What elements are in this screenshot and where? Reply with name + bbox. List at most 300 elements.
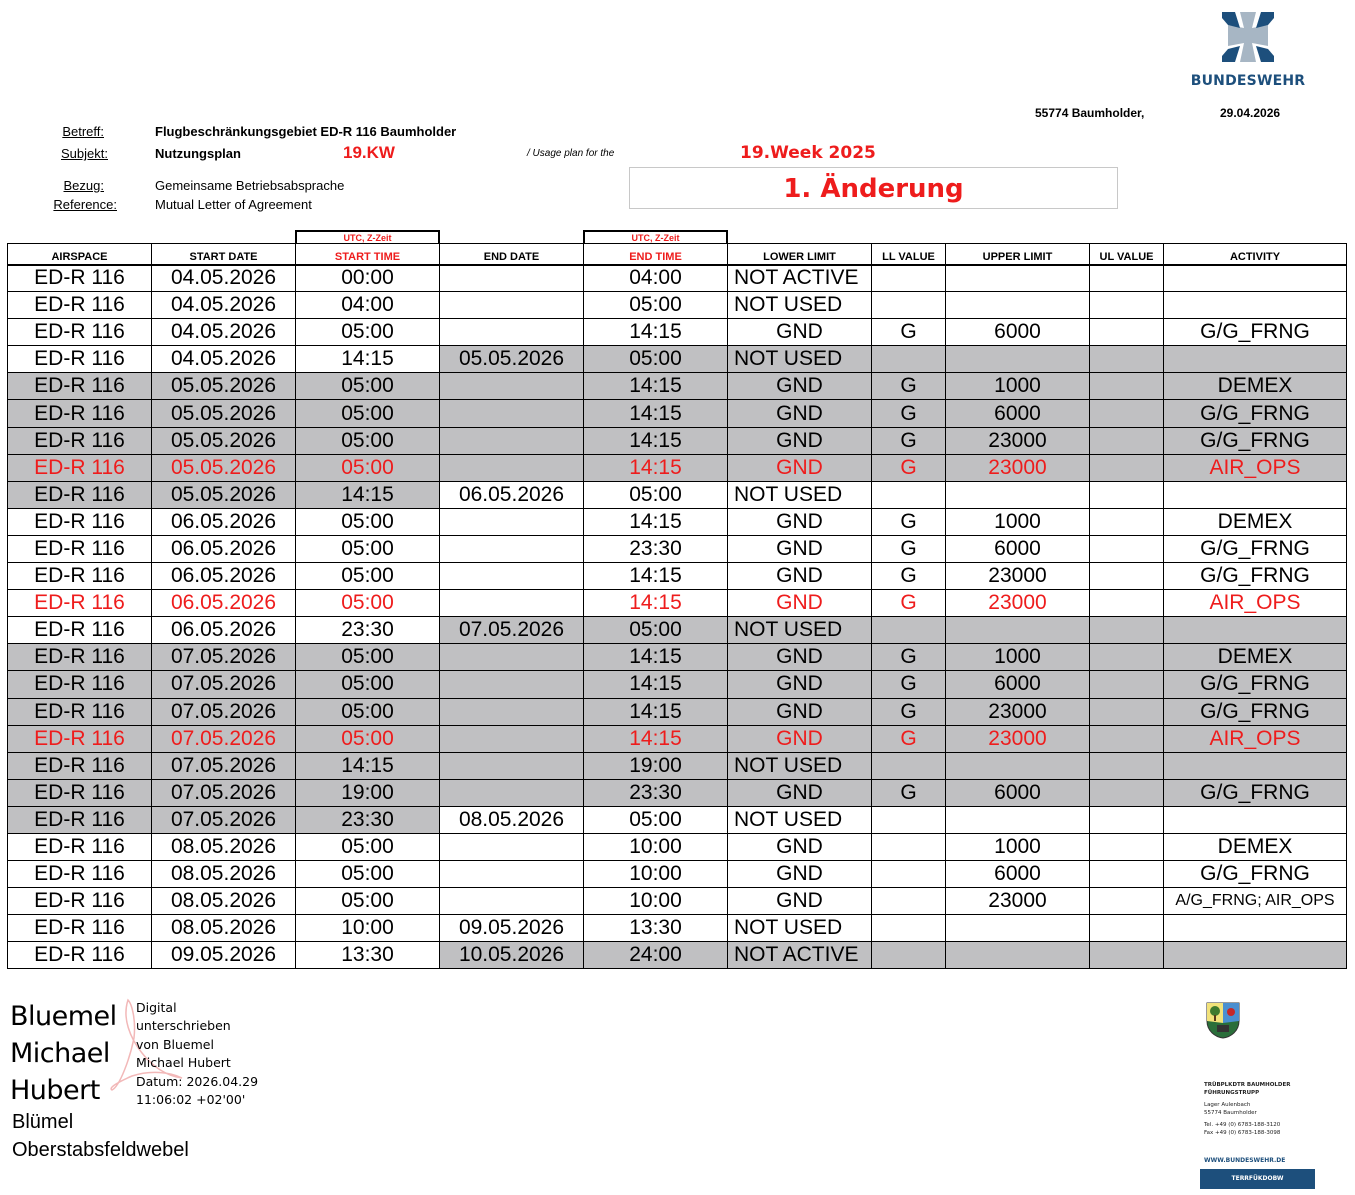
cell-airspace: ED-R 116	[8, 671, 152, 698]
cell-upper-limit: 1000	[946, 833, 1090, 860]
cell-upper-limit: 6000	[946, 671, 1090, 698]
cell-lower-limit: NOT USED	[728, 915, 872, 942]
cell-ll-value: G	[872, 400, 946, 427]
cell-start-time: 05:00	[296, 535, 440, 562]
cell-start-time: 10:00	[296, 915, 440, 942]
cell-ul-value	[1090, 698, 1164, 725]
cell-lower-limit: GND	[728, 833, 872, 860]
cell-lower-limit: NOT USED	[728, 292, 872, 319]
week-de: 19.KW	[343, 143, 395, 162]
col-header-activity: ACTIVITY	[1164, 244, 1347, 265]
cell-airspace: ED-R 116	[8, 508, 152, 535]
cell-airspace: ED-R 116	[8, 806, 152, 833]
cell-activity	[1164, 481, 1347, 508]
cell-airspace: ED-R 116	[8, 617, 152, 644]
cell-ll-value: G	[872, 644, 946, 671]
col-header-airspace: AIRSPACE	[8, 244, 152, 265]
cell-start-date: 05.05.2026	[152, 454, 296, 481]
cell-end-time: 10:00	[584, 833, 728, 860]
cell-activity	[1164, 752, 1347, 779]
cell-ul-value	[1090, 725, 1164, 752]
cell-ll-value	[872, 806, 946, 833]
cell-end-time: 10:00	[584, 888, 728, 915]
table-row	[8, 481, 1347, 508]
table-row	[8, 888, 1347, 915]
cell-start-date: 07.05.2026	[152, 725, 296, 752]
cell-upper-limit: 23000	[946, 563, 1090, 590]
table-row	[8, 942, 1347, 969]
cell-airspace: ED-R 116	[8, 833, 152, 860]
cell-end-date	[440, 454, 584, 481]
cell-upper-limit: 6000	[946, 535, 1090, 562]
cell-end-date	[440, 833, 584, 860]
cell-upper-limit	[946, 942, 1090, 969]
table-row	[8, 725, 1347, 752]
cell-start-date: 07.05.2026	[152, 671, 296, 698]
bezug-value: Gemeinsame Betriebsabsprache	[155, 178, 345, 193]
cell-ll-value	[872, 346, 946, 373]
cell-end-time: 14:15	[584, 427, 728, 454]
cell-start-date: 07.05.2026	[152, 779, 296, 806]
cell-lower-limit: GND	[728, 698, 872, 725]
cell-ll-value	[872, 292, 946, 319]
cell-end-date: 07.05.2026	[440, 617, 584, 644]
signature-detail-line: unterschrieben	[136, 1018, 231, 1034]
cell-airspace: ED-R 116	[8, 779, 152, 806]
cell-upper-limit: 23000	[946, 590, 1090, 617]
cell-ul-value	[1090, 346, 1164, 373]
cell-start-time: 14:15	[296, 481, 440, 508]
cell-lower-limit: GND	[728, 644, 872, 671]
table-row	[8, 833, 1347, 860]
cell-end-time: 19:00	[584, 752, 728, 779]
signature-details	[136, 999, 258, 1109]
cell-activity: G/G_FRNG	[1164, 671, 1347, 698]
cell-end-date: 09.05.2026	[440, 915, 584, 942]
cell-end-time: 14:15	[584, 454, 728, 481]
cell-airspace: ED-R 116	[8, 563, 152, 590]
usage-plan-en: / Usage plan for the	[527, 148, 615, 159]
cell-start-date: 04.05.2026	[152, 346, 296, 373]
cell-start-date: 05.05.2026	[152, 481, 296, 508]
cell-end-date	[440, 861, 584, 888]
table-row	[8, 861, 1347, 888]
cell-ll-value: G	[872, 373, 946, 400]
cell-airspace: ED-R 116	[8, 373, 152, 400]
cell-ul-value	[1090, 942, 1164, 969]
betreff-value: Flugbeschränkungsgebiet ED-R 116 Baumholder	[155, 124, 457, 139]
cell-activity: DEMEX	[1164, 644, 1347, 671]
col-header-start-time: START TIME	[296, 244, 440, 265]
cell-airspace: ED-R 116	[8, 265, 152, 292]
table-row	[8, 590, 1347, 617]
cell-start-date: 06.05.2026	[152, 563, 296, 590]
cell-ll-value: G	[872, 590, 946, 617]
table-row	[8, 698, 1347, 725]
table-row	[8, 915, 1347, 942]
table-row	[8, 427, 1347, 454]
cell-start-date: 05.05.2026	[152, 427, 296, 454]
table-row	[8, 292, 1347, 319]
cell-start-time: 05:00	[296, 400, 440, 427]
cell-end-date	[440, 535, 584, 562]
cell-start-time: 05:00	[296, 833, 440, 860]
cell-lower-limit: GND	[728, 454, 872, 481]
cell-ll-value: G	[872, 508, 946, 535]
cell-start-date: 07.05.2026	[152, 644, 296, 671]
cell-end-date	[440, 671, 584, 698]
cell-upper-limit: 1000	[946, 373, 1090, 400]
cell-lower-limit: NOT USED	[728, 617, 872, 644]
cell-airspace: ED-R 116	[8, 346, 152, 373]
signatory-block	[12, 1108, 189, 1164]
cell-upper-limit: 6000	[946, 400, 1090, 427]
cell-end-time: 05:00	[584, 617, 728, 644]
cell-end-date: 05.05.2026	[440, 346, 584, 373]
cell-activity: AIR_OPS	[1164, 725, 1347, 752]
table-row	[8, 617, 1347, 644]
cell-upper-limit: 23000	[946, 888, 1090, 915]
usage-plan-table	[7, 243, 1347, 969]
cell-ll-value: G	[872, 427, 946, 454]
cell-upper-limit	[946, 806, 1090, 833]
cell-upper-limit: 6000	[946, 861, 1090, 888]
cell-ul-value	[1090, 563, 1164, 590]
cell-ll-value	[872, 265, 946, 292]
cell-start-time: 23:30	[296, 617, 440, 644]
cell-end-time: 23:30	[584, 535, 728, 562]
cell-ll-value: G	[872, 319, 946, 346]
cell-lower-limit: GND	[728, 427, 872, 454]
cell-end-time: 14:15	[584, 373, 728, 400]
col-header-ll-value: LL VALUE	[872, 244, 946, 265]
table-row	[8, 319, 1347, 346]
signature-detail-line: Michael Hubert	[136, 1055, 231, 1071]
col-header-end-date: END DATE	[440, 244, 584, 265]
cell-airspace: ED-R 116	[8, 454, 152, 481]
cell-end-date	[440, 563, 584, 590]
change-notice-box	[629, 167, 1118, 209]
command-badge: TERRFÜKDOBW	[1200, 1169, 1315, 1189]
cell-airspace: ED-R 116	[8, 888, 152, 915]
end-time-utc-note: UTC, Z-Zeit	[583, 230, 728, 243]
cell-airspace: ED-R 116	[8, 915, 152, 942]
unit-address	[1204, 1081, 1290, 1137]
cell-start-time: 05:00	[296, 725, 440, 752]
cell-upper-limit	[946, 481, 1090, 508]
cell-ul-value	[1090, 319, 1164, 346]
cell-end-date	[440, 590, 584, 617]
cell-ul-value	[1090, 535, 1164, 562]
cell-airspace: ED-R 116	[8, 292, 152, 319]
cell-upper-limit: 23000	[946, 725, 1090, 752]
cell-end-time: 05:00	[584, 481, 728, 508]
col-header-ul-value: UL VALUE	[1090, 244, 1164, 265]
cell-ll-value: G	[872, 779, 946, 806]
cell-upper-limit	[946, 752, 1090, 779]
cell-end-time: 14:15	[584, 644, 728, 671]
table-body	[8, 265, 1347, 969]
cell-start-time: 05:00	[296, 563, 440, 590]
cell-ul-value	[1090, 508, 1164, 535]
cell-activity: G/G_FRNG	[1164, 535, 1347, 562]
cell-activity	[1164, 265, 1347, 292]
cell-start-date: 04.05.2026	[152, 265, 296, 292]
table-row	[8, 806, 1347, 833]
cell-upper-limit	[946, 346, 1090, 373]
reference-label: Reference:	[53, 197, 117, 212]
cell-upper-limit	[946, 292, 1090, 319]
cell-ul-value	[1090, 400, 1164, 427]
cell-upper-limit: 1000	[946, 508, 1090, 535]
cell-end-time: 10:00	[584, 861, 728, 888]
cell-lower-limit: GND	[728, 590, 872, 617]
cell-end-time: 14:15	[584, 725, 728, 752]
table-row	[8, 779, 1347, 806]
cell-activity: DEMEX	[1164, 833, 1347, 860]
cell-start-time: 05:00	[296, 508, 440, 535]
cell-start-date: 07.05.2026	[152, 806, 296, 833]
cell-airspace: ED-R 116	[8, 942, 152, 969]
cell-end-time: 04:00	[584, 265, 728, 292]
address-line1: Lager Aulenbach	[1204, 1102, 1251, 1108]
cell-start-date: 06.05.2026	[152, 535, 296, 562]
cell-start-date: 07.05.2026	[152, 752, 296, 779]
cell-activity	[1164, 292, 1347, 319]
cell-end-date	[440, 888, 584, 915]
cell-lower-limit: NOT ACTIVE	[728, 265, 872, 292]
cell-end-time: 14:15	[584, 563, 728, 590]
cell-airspace: ED-R 116	[8, 535, 152, 562]
cell-end-time: 24:00	[584, 942, 728, 969]
cell-ll-value	[872, 752, 946, 779]
table-row	[8, 454, 1347, 481]
table-row	[8, 752, 1347, 779]
cell-end-date	[440, 725, 584, 752]
cell-activity	[1164, 915, 1347, 942]
cell-start-time: 05:00	[296, 644, 440, 671]
cell-end-date: 10.05.2026	[440, 942, 584, 969]
letter-place: 55774 Baumholder,	[1035, 106, 1145, 120]
cell-upper-limit	[946, 265, 1090, 292]
cell-activity: G/G_FRNG	[1164, 427, 1347, 454]
cell-start-date: 08.05.2026	[152, 888, 296, 915]
cell-ul-value	[1090, 671, 1164, 698]
unit-line1: TRÜBPLKDTR BAUMHOLDER	[1204, 1082, 1291, 1088]
printed-name: Blümel	[12, 1111, 74, 1133]
cell-end-time: 13:30	[584, 915, 728, 942]
coat-of-arms-icon	[1205, 1001, 1241, 1039]
cell-end-time: 14:15	[584, 671, 728, 698]
cell-upper-limit	[946, 617, 1090, 644]
cell-ll-value	[872, 833, 946, 860]
cell-start-time: 05:00	[296, 698, 440, 725]
cell-ul-value	[1090, 454, 1164, 481]
cell-end-date	[440, 427, 584, 454]
cell-start-date: 08.05.2026	[152, 861, 296, 888]
cell-activity: G/G_FRNG	[1164, 319, 1347, 346]
cell-start-time: 14:15	[296, 346, 440, 373]
cell-start-date: 09.05.2026	[152, 942, 296, 969]
cell-end-date: 06.05.2026	[440, 481, 584, 508]
table-row	[8, 671, 1347, 698]
table-row	[8, 535, 1347, 562]
cell-ll-value: G	[872, 535, 946, 562]
cell-start-date: 06.05.2026	[152, 590, 296, 617]
cell-ul-value	[1090, 915, 1164, 942]
cell-ll-value	[872, 861, 946, 888]
cell-activity: AIR_OPS	[1164, 454, 1347, 481]
cell-lower-limit: NOT ACTIVE	[728, 942, 872, 969]
signature-detail-line: von Bluemel	[136, 1036, 214, 1052]
cell-ll-value	[872, 617, 946, 644]
table-row	[8, 508, 1347, 535]
phone: Tel. +49 (0) 6783-188-3120	[1204, 1122, 1281, 1128]
rank: Oberstabsfeldwebel	[12, 1139, 189, 1161]
reference-value: Mutual Letter of Agreement	[155, 197, 312, 212]
cell-upper-limit: 23000	[946, 454, 1090, 481]
cell-start-time: 05:00	[296, 671, 440, 698]
cell-lower-limit: GND	[728, 400, 872, 427]
cell-start-time: 05:00	[296, 861, 440, 888]
cell-upper-limit: 6000	[946, 779, 1090, 806]
cell-ul-value	[1090, 779, 1164, 806]
cell-ll-value	[872, 915, 946, 942]
cell-ul-value	[1090, 888, 1164, 915]
organization-name: BUNDESWEHR	[1190, 73, 1306, 89]
cell-airspace: ED-R 116	[8, 427, 152, 454]
change-notice: 1. Änderung	[783, 174, 964, 204]
cell-end-date	[440, 265, 584, 292]
cell-ul-value	[1090, 292, 1164, 319]
cell-upper-limit	[946, 915, 1090, 942]
cell-ll-value: G	[872, 671, 946, 698]
cell-end-date	[440, 508, 584, 535]
website-link[interactable]: WWW.BUNDESWEHR.DE	[1204, 1157, 1286, 1164]
cell-upper-limit: 6000	[946, 319, 1090, 346]
cell-end-time: 14:15	[584, 698, 728, 725]
signature-detail-line: Datum: 2026.04.29	[136, 1073, 259, 1089]
cell-upper-limit: 1000	[946, 644, 1090, 671]
cell-end-date	[440, 373, 584, 400]
cell-end-date	[440, 400, 584, 427]
cell-ul-value	[1090, 861, 1164, 888]
cell-start-time: 05:00	[296, 590, 440, 617]
cell-end-date	[440, 292, 584, 319]
betreff-label: Betreff:	[62, 124, 104, 139]
table-header-row	[8, 244, 1347, 265]
cell-end-time: 05:00	[584, 292, 728, 319]
cell-end-time: 05:00	[584, 346, 728, 373]
cell-lower-limit: NOT USED	[728, 752, 872, 779]
week-en: 19.Week 2025	[740, 143, 876, 163]
signature-name	[10, 998, 117, 1109]
subjekt-value: Nutzungsplan	[155, 146, 241, 161]
cell-lower-limit: GND	[728, 373, 872, 400]
cell-lower-limit: GND	[728, 535, 872, 562]
cell-ll-value	[872, 942, 946, 969]
cell-start-date: 05.05.2026	[152, 400, 296, 427]
cell-activity: G/G_FRNG	[1164, 563, 1347, 590]
cell-ul-value	[1090, 481, 1164, 508]
cell-start-time: 14:15	[296, 752, 440, 779]
bundeswehr-cross-logo-icon	[1218, 8, 1278, 66]
col-header-end-time: END TIME	[584, 244, 728, 265]
cell-ul-value	[1090, 833, 1164, 860]
cell-end-date	[440, 644, 584, 671]
cell-start-time: 23:30	[296, 806, 440, 833]
cell-airspace: ED-R 116	[8, 590, 152, 617]
cell-start-time: 13:30	[296, 942, 440, 969]
cell-ul-value	[1090, 644, 1164, 671]
cell-end-time: 05:00	[584, 806, 728, 833]
cell-ul-value	[1090, 427, 1164, 454]
cell-start-time: 05:00	[296, 888, 440, 915]
cell-airspace: ED-R 116	[8, 861, 152, 888]
cell-start-date: 06.05.2026	[152, 508, 296, 535]
cell-start-time: 19:00	[296, 779, 440, 806]
cell-start-time: 00:00	[296, 265, 440, 292]
cell-ul-value	[1090, 265, 1164, 292]
cell-ul-value	[1090, 617, 1164, 644]
cell-end-time: 14:15	[584, 508, 728, 535]
cell-lower-limit: GND	[728, 725, 872, 752]
fax: Fax +49 (0) 6783-188-3098	[1204, 1130, 1281, 1136]
cell-lower-limit: GND	[728, 861, 872, 888]
bezug-label: Bezug:	[63, 178, 104, 193]
signature-detail-line: 11:06:02 +02'00'	[136, 1092, 246, 1108]
cell-airspace: ED-R 116	[8, 319, 152, 346]
cell-ll-value: G	[872, 454, 946, 481]
cell-upper-limit: 23000	[946, 427, 1090, 454]
table-row	[8, 400, 1347, 427]
cell-airspace: ED-R 116	[8, 725, 152, 752]
cell-start-date: 04.05.2026	[152, 319, 296, 346]
cell-start-date: 08.05.2026	[152, 833, 296, 860]
cell-activity: DEMEX	[1164, 373, 1347, 400]
cell-activity: G/G_FRNG	[1164, 698, 1347, 725]
cell-ll-value: G	[872, 725, 946, 752]
cell-ll-value: G	[872, 563, 946, 590]
col-header-lower-limit: LOWER LIMIT	[728, 244, 872, 265]
start-time-utc-note: UTC, Z-Zeit	[295, 230, 440, 243]
subjekt-label: Subjekt:	[61, 146, 108, 161]
cell-start-time: 05:00	[296, 373, 440, 400]
cell-end-time: 14:15	[584, 590, 728, 617]
cell-start-time: 04:00	[296, 292, 440, 319]
table-row	[8, 265, 1347, 292]
cell-lower-limit: NOT USED	[728, 346, 872, 373]
cell-ll-value	[872, 888, 946, 915]
table-row	[8, 346, 1347, 373]
cell-start-time: 05:00	[296, 427, 440, 454]
cell-lower-limit: GND	[728, 508, 872, 535]
cell-end-time: 14:15	[584, 319, 728, 346]
cell-activity: G/G_FRNG	[1164, 400, 1347, 427]
cell-end-date	[440, 698, 584, 725]
cell-lower-limit: GND	[728, 779, 872, 806]
table-row	[8, 644, 1347, 671]
address-line2: 55774 Baumholder	[1204, 1110, 1257, 1116]
cell-ll-value: G	[872, 698, 946, 725]
cell-end-date	[440, 319, 584, 346]
cell-activity	[1164, 806, 1347, 833]
cell-activity	[1164, 346, 1347, 373]
cell-end-date: 08.05.2026	[440, 806, 584, 833]
cell-airspace: ED-R 116	[8, 481, 152, 508]
unit-line2: FÜHRUNGSTRUPP	[1204, 1090, 1260, 1096]
cell-start-time: 05:00	[296, 454, 440, 481]
